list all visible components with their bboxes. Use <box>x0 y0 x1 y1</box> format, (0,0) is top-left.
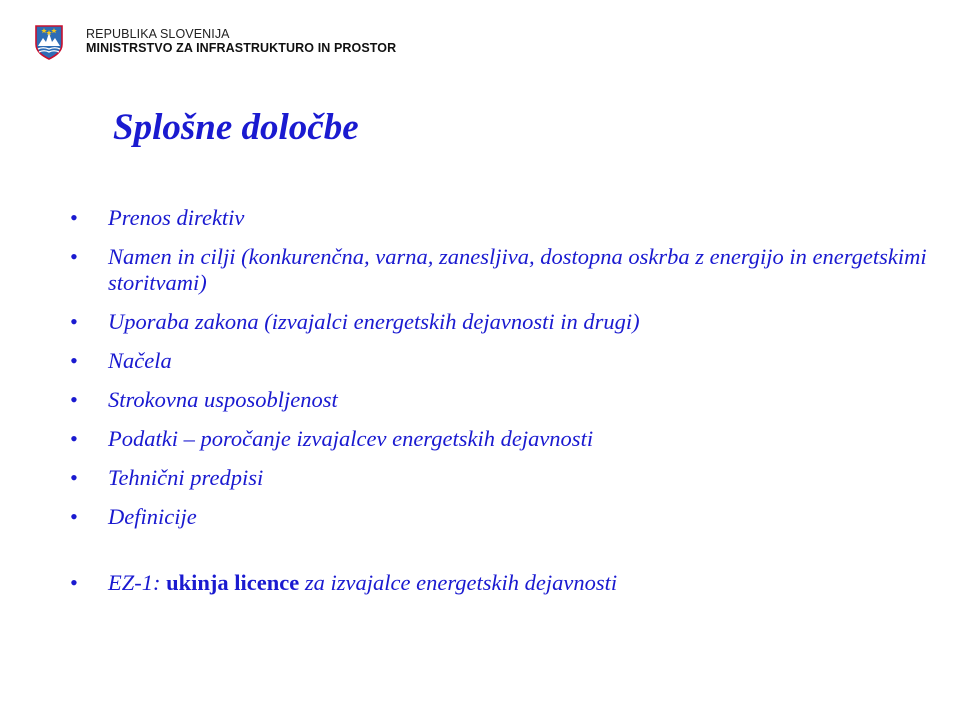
bullet-icon: • <box>70 205 78 230</box>
slide-title: Splošne določbe <box>113 107 359 148</box>
list-item-text: Strokovna usposobljenost <box>108 387 338 412</box>
list-item <box>70 244 930 296</box>
list-item <box>70 465 930 491</box>
list-item <box>70 504 930 530</box>
ez1-bold-text: ukinja licence <box>166 570 300 595</box>
list-item <box>70 426 930 452</box>
list-item-text: Definicije <box>108 504 197 529</box>
list-item-text: Načela <box>108 348 172 373</box>
header-country: REPUBLIKA SLOVENIJA <box>86 27 230 41</box>
list-item <box>70 348 930 374</box>
bullet-icon: • <box>70 309 78 334</box>
list-item-text: Prenos direktiv <box>108 205 245 230</box>
slovenia-coat-of-arms-icon <box>34 24 64 60</box>
bullet-icon: • <box>70 570 78 595</box>
bullet-icon: • <box>70 504 78 529</box>
list-item <box>70 309 930 335</box>
list-item-ez1 <box>70 570 930 596</box>
ez1-prefix: EZ-1: <box>108 570 167 595</box>
bullet-icon: • <box>70 348 78 373</box>
list-item <box>70 205 930 231</box>
header <box>34 24 396 64</box>
header-text <box>86 24 396 56</box>
bullet-icon: • <box>70 426 78 451</box>
bullet-icon: • <box>70 387 78 412</box>
ez1-suffix: za izvajalce energetskih dejavnosti <box>299 570 618 595</box>
bullet-list <box>70 205 930 609</box>
list-item-text: Podatki – poročanje izvajalcev energetskih dejavnosti <box>108 426 594 451</box>
bullet-icon: • <box>70 244 78 269</box>
list-item-text: Uporaba zakona (izvajalci energetskih dejavnosti in drugi) <box>108 309 640 334</box>
bullet-icon: • <box>70 465 78 490</box>
list-item-text: Namen in cilji (konkurenčna, varna, zanesljiva, dostopna oskrba z energijo in energetskimi storitvami) <box>108 244 927 295</box>
list-item-text: Tehnični predpisi <box>108 465 264 490</box>
list-item <box>70 387 930 413</box>
header-ministry: MINISTRSTVO ZA INFRASTRUKTURO IN PROSTOR <box>86 41 397 55</box>
